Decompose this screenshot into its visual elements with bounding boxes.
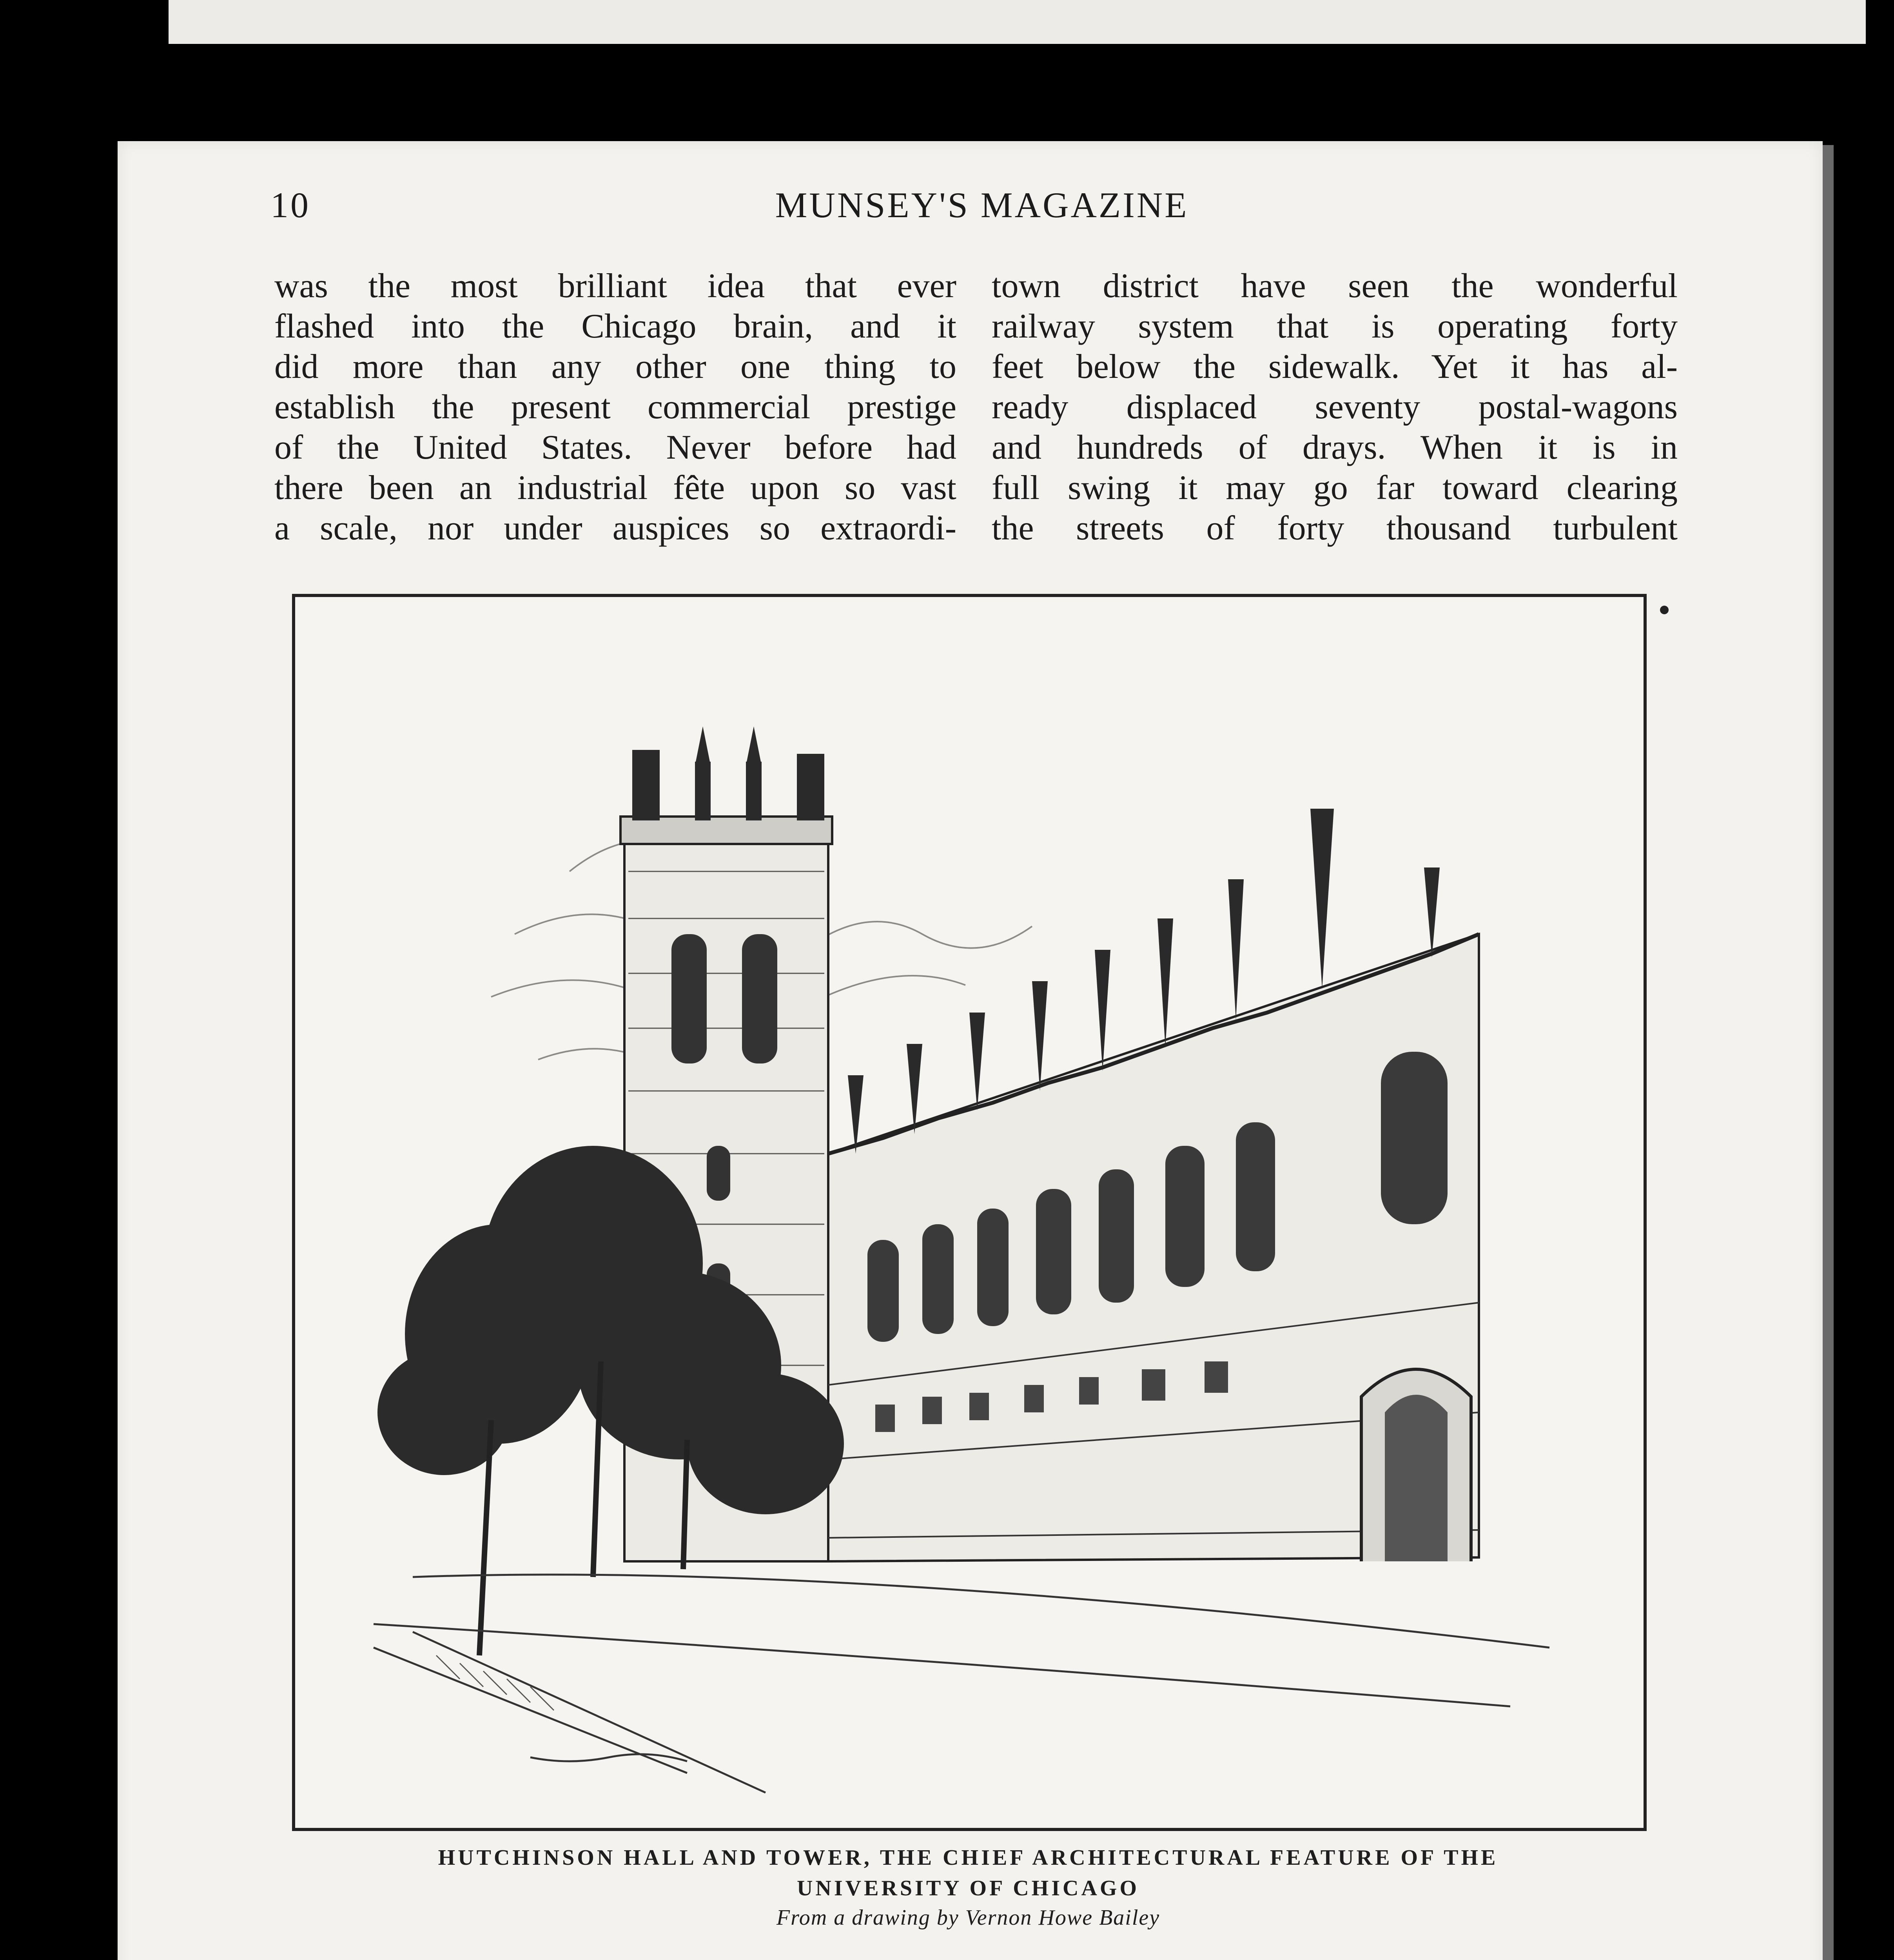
text-line: ready displaced seventy postal-wagons xyxy=(992,388,1678,426)
text-line: there been an industrial fête upon so vast xyxy=(274,469,956,507)
top-right-column xyxy=(992,266,1678,548)
text-line: railway system that is operating forty xyxy=(992,307,1678,345)
caption-line: HUTCHINSON HALL AND TOWER, THE CHIEF ARCHITECTURAL FEATURE OF THE xyxy=(438,1846,1499,1870)
text-line: flashed into the Chicago brain, and it xyxy=(274,307,956,345)
previous-page-strip xyxy=(169,0,1866,44)
text-line: full swing it may go far toward clearing xyxy=(992,469,1678,507)
illustration-hutchinson-hall xyxy=(292,594,1647,1831)
magazine-title: MUNSEY'S MAGAZINE xyxy=(775,185,1189,225)
text-line: establish the present commercial prestige xyxy=(274,388,956,426)
text-line: feet below the sidewalk. Yet it has al- xyxy=(992,348,1678,386)
text-line: the streets of forty thousand turbulent xyxy=(992,509,1678,547)
page-edge xyxy=(1823,145,1834,1960)
text-line: and hundreds of drays. When it is in xyxy=(992,428,1678,466)
page-number: 10 xyxy=(270,185,310,225)
text-line: was the most brilliant idea that ever xyxy=(274,267,956,305)
text-line: of the United States. Never before had xyxy=(274,428,956,466)
margin-dot xyxy=(1660,606,1669,614)
text-line: town district have seen the wonderful xyxy=(992,267,1678,305)
figure-caption xyxy=(282,1842,1654,1904)
running-header xyxy=(270,184,1693,231)
top-left-column xyxy=(274,266,956,548)
caption-line: UNIVERSITY OF CHICAGO xyxy=(796,1876,1140,1900)
figure-credit: From a drawing by Vernon Howe Bailey xyxy=(776,1906,1160,1930)
page-content xyxy=(118,141,1823,1960)
text-line: a scale, nor under auspices so extraordi- xyxy=(274,509,956,547)
text-line: did more than any other one thing to xyxy=(274,348,956,386)
